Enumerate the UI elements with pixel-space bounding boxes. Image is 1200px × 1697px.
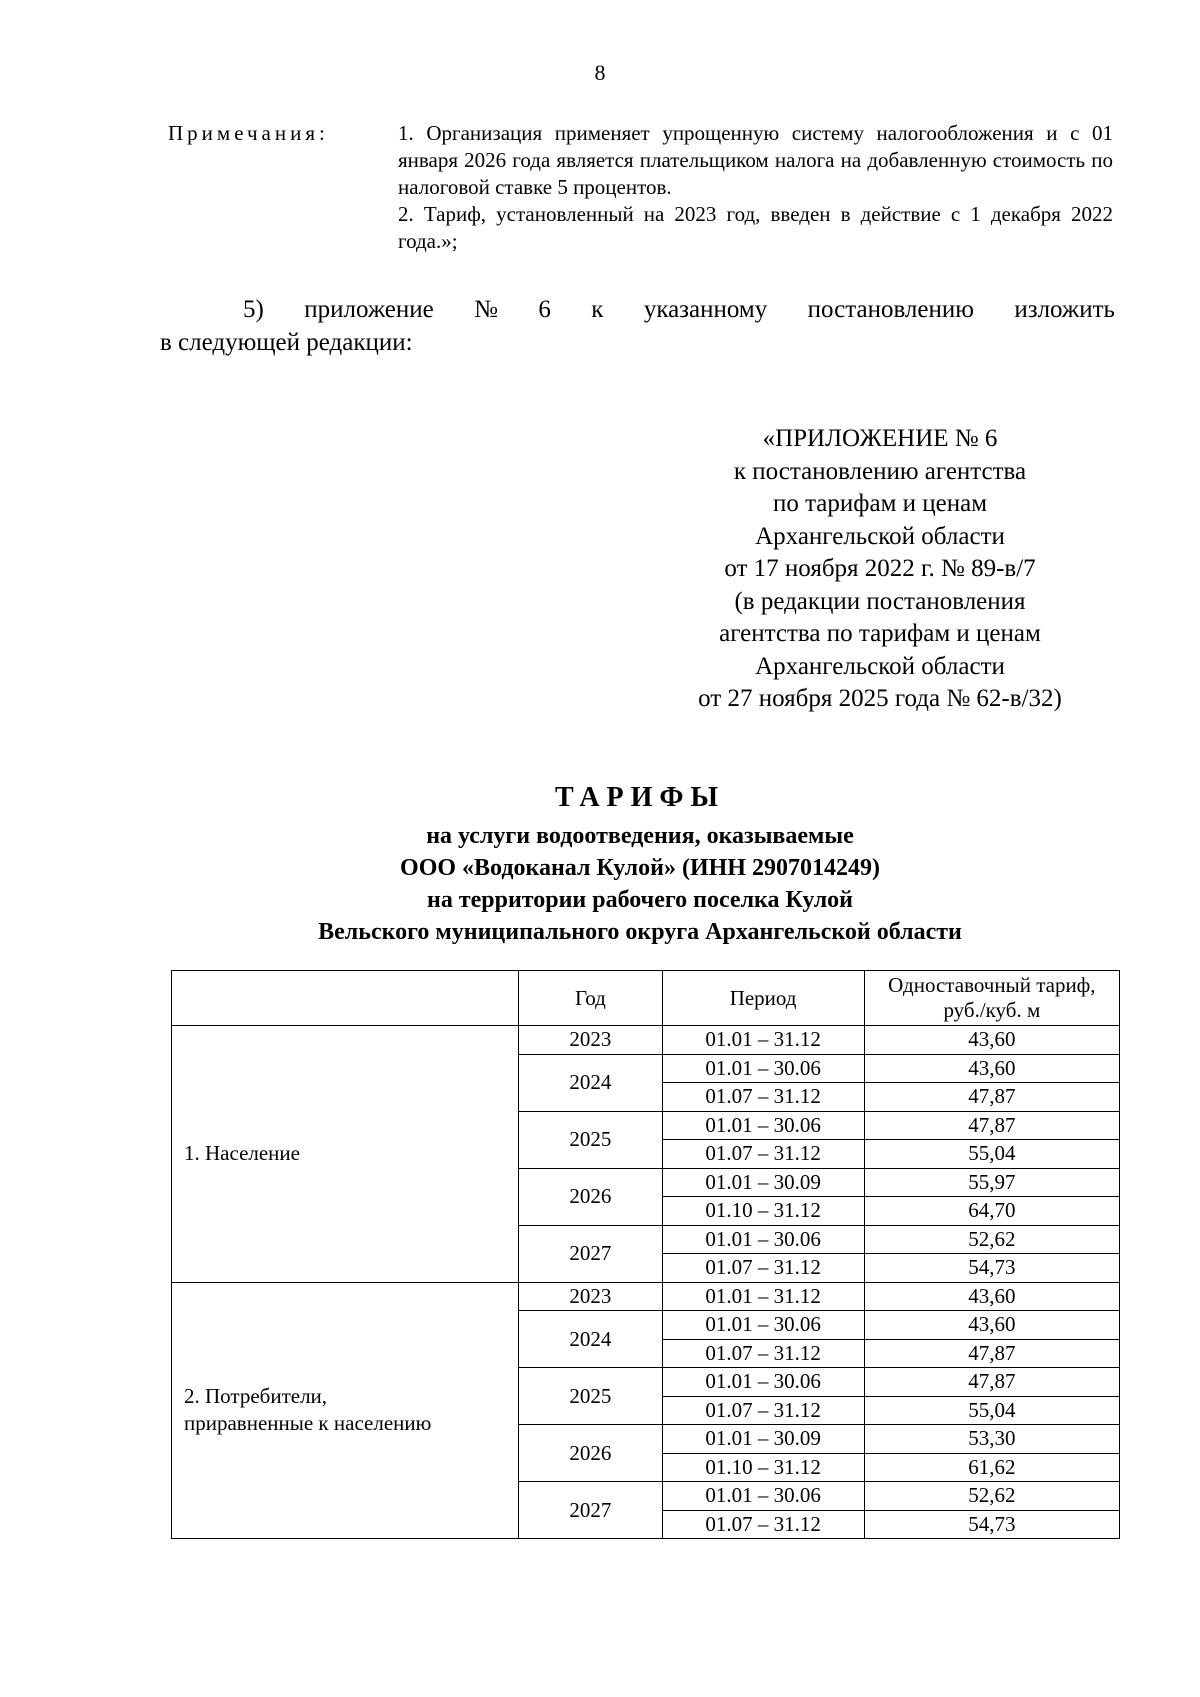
tariff-cell: 64,70 bbox=[864, 1197, 1119, 1226]
year-cell: 2023 bbox=[519, 1282, 662, 1311]
appendix-line: «ПРИЛОЖЕНИЕ № 6 bbox=[762, 425, 998, 452]
header-period: Период bbox=[662, 971, 864, 1026]
paragraph-5 bbox=[160, 293, 1115, 359]
year-cell: 2027 bbox=[519, 1225, 662, 1282]
period-cell: 01.01 – 30.06 bbox=[662, 1311, 864, 1340]
tariff-cell: 53,30 bbox=[864, 1425, 1119, 1454]
period-cell: 01.01 – 30.06 bbox=[662, 1111, 864, 1140]
period-cell: 01.01 – 30.06 bbox=[662, 1225, 864, 1254]
appendix-line: Архангельской области bbox=[755, 522, 1005, 550]
appendix-line: по тарифам и ценам bbox=[772, 490, 988, 517]
header-year: Год bbox=[519, 971, 662, 1026]
word: 6 bbox=[538, 296, 551, 323]
table-row bbox=[172, 1026, 1120, 1055]
tariff-cell: 61,62 bbox=[864, 1453, 1119, 1482]
paragraph-5-line2: в следующей редакции: bbox=[160, 329, 413, 356]
document-title bbox=[160, 782, 1120, 948]
period-cell: 01.07 – 31.12 bbox=[662, 1339, 864, 1368]
year-cell: 2025 bbox=[519, 1111, 662, 1168]
year-cell: 2026 bbox=[519, 1168, 662, 1225]
title-line: Вельского муниципального округа Архангельской области bbox=[318, 919, 962, 945]
category-cell: 1. Население bbox=[172, 1026, 519, 1283]
word: указанному bbox=[643, 296, 768, 323]
period-cell: 01.07 – 31.12 bbox=[662, 1083, 864, 1112]
year-cell: 2024 bbox=[519, 1311, 662, 1368]
tariff-cell: 43,60 bbox=[864, 1026, 1119, 1055]
table-header-row bbox=[172, 971, 1120, 1026]
word: 5) bbox=[243, 296, 264, 323]
period-cell: 01.01 – 31.12 bbox=[662, 1026, 864, 1055]
word: к bbox=[591, 296, 604, 323]
year-cell: 2025 bbox=[519, 1368, 662, 1425]
tariff-cell: 47,87 bbox=[864, 1339, 1119, 1368]
notes-body bbox=[398, 120, 1113, 255]
word: изложить bbox=[1014, 296, 1115, 323]
title-line: на услуги водоотведения, оказываемые bbox=[426, 823, 854, 849]
year-cell: 2026 bbox=[519, 1425, 662, 1482]
appendix-line: от 27 ноября 2025 года № 62-в/32) bbox=[698, 685, 1062, 712]
tariff-cell: 55,04 bbox=[864, 1396, 1119, 1425]
tariff-cell: 43,60 bbox=[864, 1282, 1119, 1311]
header-category bbox=[172, 971, 519, 1026]
tariff-cell: 54,73 bbox=[864, 1254, 1119, 1283]
title-line: ООО «Водоканал Кулой» (ИНН 2907014249) bbox=[400, 855, 880, 881]
word: приложение bbox=[304, 296, 434, 323]
notes-label: Примечания: bbox=[168, 121, 329, 145]
period-cell: 01.07 – 31.12 bbox=[662, 1396, 864, 1425]
period-cell: 01.01 – 30.09 bbox=[662, 1168, 864, 1197]
note-item: 1. Организация применяет упрощенную систему налогообложения и с 01 января 2026 года является плательщиком налога на добавленную стоимость по налоговой ставке 5 процентов. bbox=[398, 121, 1113, 199]
period-cell: 01.01 – 30.06 bbox=[662, 1368, 864, 1397]
appendix-line: Архангельской области bbox=[755, 652, 1005, 680]
category-cell: 2. Потребители, приравненные к населению bbox=[172, 1282, 519, 1539]
period-cell: 01.07 – 31.12 bbox=[662, 1140, 864, 1169]
header-tariff: Одноставочный тариф, руб./куб. м bbox=[864, 971, 1119, 1026]
tariff-cell: 47,87 bbox=[864, 1111, 1119, 1140]
table-body bbox=[172, 1026, 1120, 1539]
tariff-cell: 54,73 bbox=[864, 1510, 1119, 1539]
title-line: на территории рабочего поселка Кулой bbox=[426, 887, 854, 913]
period-cell: 01.07 – 31.12 bbox=[662, 1510, 864, 1539]
period-cell: 01.01 – 30.09 bbox=[662, 1425, 864, 1454]
appendix-line: к постановлению агентства bbox=[733, 457, 1027, 485]
period-cell: 01.01 – 30.06 bbox=[662, 1054, 864, 1083]
tariff-cell: 43,60 bbox=[864, 1054, 1119, 1083]
year-cell: 2024 bbox=[519, 1054, 662, 1111]
appendix-line: (в редакции постановления bbox=[734, 587, 1026, 615]
page-number: 8 bbox=[594, 60, 606, 85]
tariff-cell: 43,60 bbox=[864, 1311, 1119, 1340]
period-cell: 01.07 – 31.12 bbox=[662, 1254, 864, 1283]
tariff-cell: 47,87 bbox=[864, 1368, 1119, 1397]
appendix-line: от 17 ноября 2022 г. № 89-в/7 bbox=[724, 555, 1036, 582]
tariffs-table bbox=[171, 970, 1120, 1539]
tariff-cell: 52,62 bbox=[864, 1225, 1119, 1254]
word: № bbox=[474, 296, 498, 323]
tariff-cell: 52,62 bbox=[864, 1482, 1119, 1511]
table-row bbox=[172, 1282, 1120, 1311]
period-cell: 01.01 – 30.06 bbox=[662, 1482, 864, 1511]
tariff-cell: 47,87 bbox=[864, 1083, 1119, 1112]
year-cell: 2027 bbox=[519, 1482, 662, 1539]
word: постановлению bbox=[807, 296, 974, 323]
note-item: 2. Тариф, установленный на 2023 год, введен в действие с 1 декабря 2022 года.»; bbox=[398, 202, 1113, 253]
period-cell: 01.01 – 31.12 bbox=[662, 1282, 864, 1311]
tariff-cell: 55,97 bbox=[864, 1168, 1119, 1197]
period-cell: 01.10 – 31.12 bbox=[662, 1453, 864, 1482]
period-cell: 01.10 – 31.12 bbox=[662, 1197, 864, 1226]
year-cell: 2023 bbox=[519, 1026, 662, 1055]
paragraph-5-line1 bbox=[160, 293, 1115, 326]
appendix-header bbox=[640, 423, 1120, 716]
tariff-cell: 55,04 bbox=[864, 1140, 1119, 1169]
title-heading: ТАРИФЫ bbox=[555, 782, 725, 813]
appendix-line: агентства по тарифам и ценам bbox=[719, 620, 1041, 647]
